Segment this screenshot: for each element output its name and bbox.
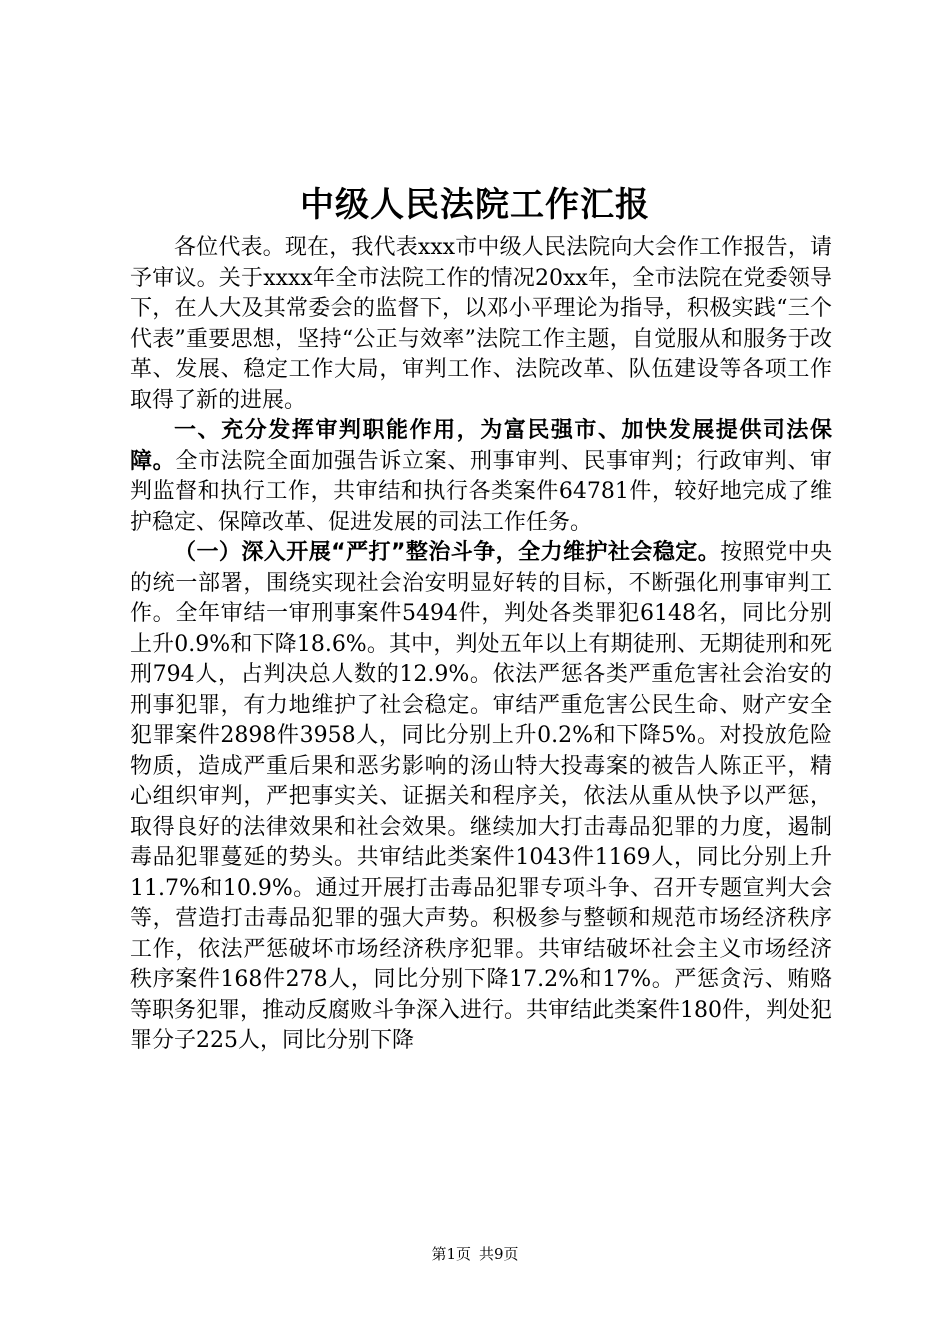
section-text: 全市法院全面加强告诉立案、刑事审判、民事审判；行政审判、审判监督和执行工作，共审结和执行各类案件64781件，较好地完成了维护稳定、保障改革、促进发展的司法工作任务。	[130, 448, 832, 535]
document-title: 中级人民法院工作汇报	[300, 185, 650, 225]
subsection-heading: （一）深入开展“严打”整治斗争，全力维护社会稳定。	[174, 540, 721, 565]
paragraph-subsection-1	[130, 538, 832, 1057]
subsection-text: 按照党中央的统一部署，围绕实现社会治安明显好转的目标，不断强化刑事审判工作。全年审结一审刑事案件5494件，判处各类罪犯6148名，同比分别上升0.9%和下降18.6%。其中，判处五年以上有期徒刑、无期徒刑和死刑794人，占判决总人数的12.9%。依法严惩各类严重危害社会治安的刑事犯罪，有力地维护了社会稳定。审结严重危害公民生命、财产安全犯罪案件2898件3958人，同比分别上升0.2%和下降5%。对投放危险物质，造成严重后果和恶劣影响的汤山特大投毒案的被告人陈正平，精心组织审判，严把事实关、证据关和程序关，依法从重从快予以严惩，取得良好的法律效果和社会效果。继续加大打击毒品犯罪的力度，遏制毒品犯罪蔓延的势头。共审结此类案件1043件1169人，同比分别上升11.7%和10.9%。通过开展打击毒品犯罪专项斗争、召开专题宣判大会等，营造打击毒品犯罪的强大声势。积极参与整顿和规范市场经济秩序工作，依法严惩破坏市场经济秩序犯罪。共审结破坏社会主义市场经济秩序案件168件278人，同比分别下降17.2%和17%。严惩贪污、贿赂等职务犯罪，推动反腐败斗争深入进行。共审结此类案件180件，判处犯罪分子225人，同比分别下降	[130, 540, 832, 1053]
section-heading: 一、充分发挥审判职能作用，为富民强市、加快发展提供司法保障。	[130, 418, 832, 474]
document-body	[130, 233, 832, 1057]
page-total: 共9页	[479, 1245, 519, 1263]
paragraph-intro	[130, 233, 832, 416]
paragraph-section-1	[130, 416, 832, 538]
paragraph-intro-text: 各位代表。现在，我代表xxx市中级人民法院向大会作工作报告，请予审议。关于xxxx年全市法院工作的情况20xx年，全市法院在党委领导下，在人大及其常委会的监督下，以邓小平理论为指导，积极实践“三个代表”重要思想，坚持“公正与效率”法院工作主题，自觉服从和服务于改革、发展、稳定工作大局，审判工作、法院改革、队伍建设等各项工作取得了新的进展。	[130, 235, 832, 413]
page-footer	[0, 1244, 950, 1264]
page-number: 第1页	[431, 1245, 471, 1263]
